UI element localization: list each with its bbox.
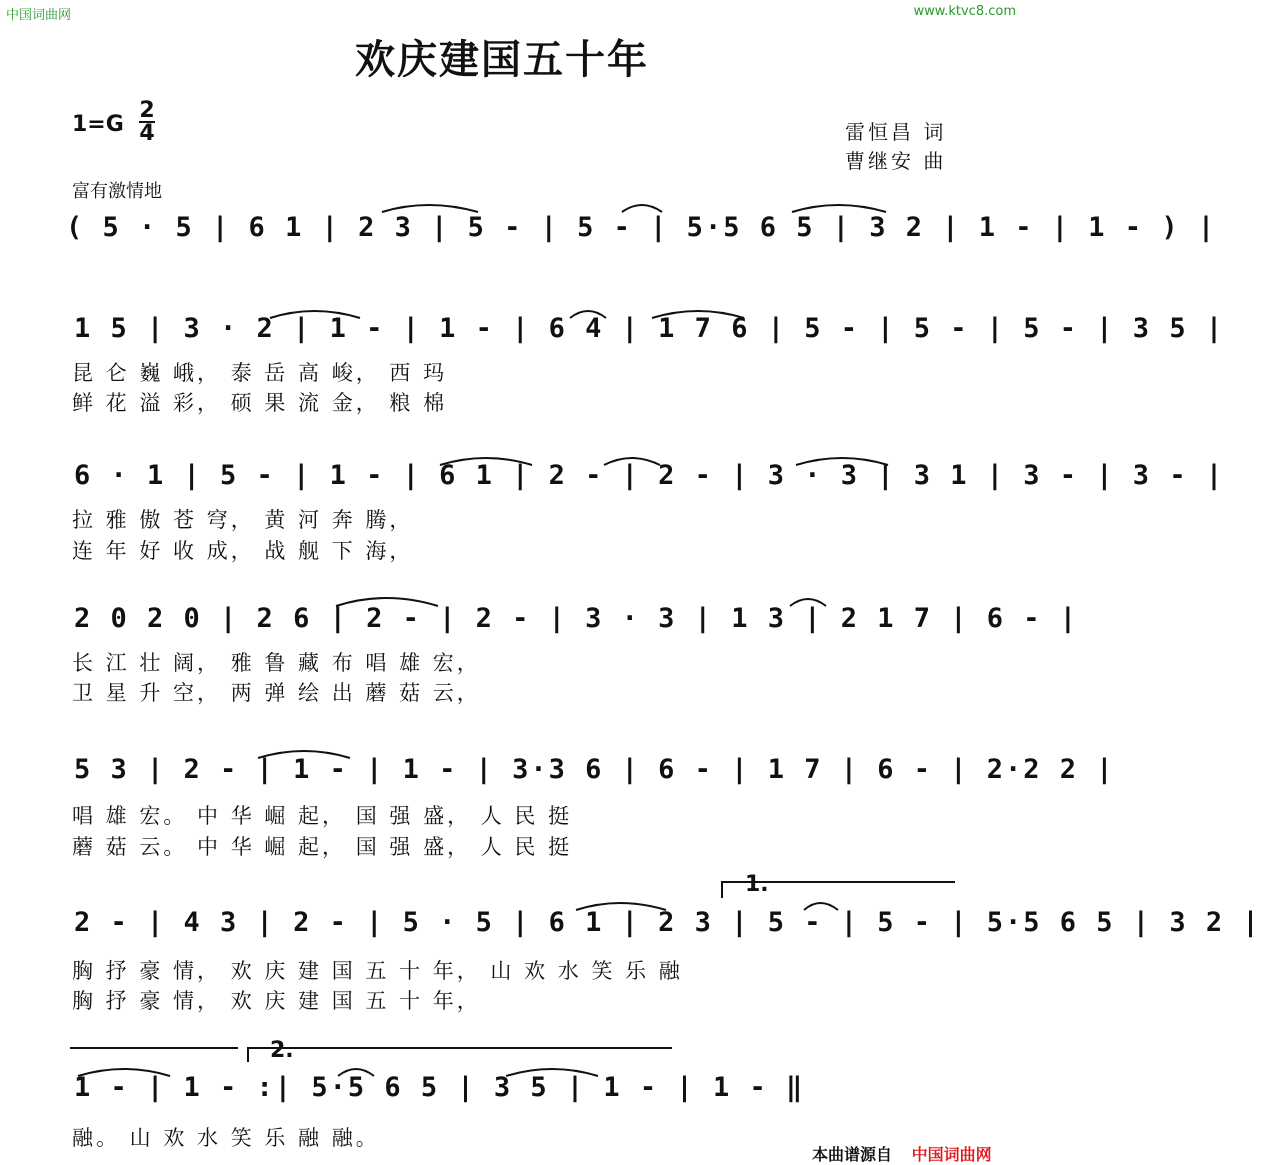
slur [804,903,838,910]
watermark-left: 中国词曲网 [6,8,72,23]
footer-source-link[interactable]: 中国词曲网 [911,1145,992,1164]
slur [382,205,478,212]
slur [576,903,666,910]
music-row-2: 6 · 1 | 5 - | 1 - | 6 1 | 2 - | 2 - | 3 · 3 | 3 1 | 3 - | 3 - | [74,460,1225,491]
volta-second: 2. [270,1038,294,1063]
music-row-4: 5 3 | 2 - | 1 - | 1 - | 3·3 6 | 6 - | 1 7 | 6 - | 2·2 2 | [74,754,1115,785]
composer-credit: 曹继安 曲 [845,149,947,173]
slur [796,458,888,465]
lyric-row-4-verse-2: 蘑 菇 云。 中 华 崛 起， 国 强 盛， 人 民 挺 [72,835,573,859]
lyric-row-5-verse-1: 胸 抒 豪 情， 欢 庆 建 国 五 十 年， 山 欢 水 笑 乐 融 [72,959,683,983]
slur [652,311,744,318]
music-row-intro: ( 5 · 5 | 6 1 | 2 3 | 5 - | 5 - | 5·5 6 5 | 3 2 | 1 - | 1 - ) | [66,212,1217,243]
lyric-row-5-verse-2: 胸 抒 豪 情， 欢 庆 建 国 五 十 年， [72,989,481,1013]
footer-source-label [812,1142,992,1165]
slur [336,598,438,606]
watermark-right: www.ktvc8.com [913,4,1016,19]
slur [790,599,826,606]
slur [440,458,532,465]
slur [604,458,660,465]
lyric-row-2-verse-1: 拉 雅 傲 苍 穹， 黄 河 奔 腾， [72,508,414,532]
footer-prefix: 本曲谱源自 [812,1145,893,1164]
music-row-5: 2 - | 4 3 | 2 - | 5 · 5 | 6 1 | 2 3 | 5 - | 5 - | 5·5 6 5 | 3 2 | [74,907,1261,938]
slur [78,1069,170,1076]
volta-second-bracket [248,1048,672,1062]
slur [570,311,606,318]
lyric-row-6-verse-1: 融。 山 欢 水 笑 乐 融 融。 [72,1126,380,1150]
slur [622,205,662,212]
lyric-row-4-verse-1: 唱 雄 宏。 中 华 崛 起， 国 强 盛， 人 民 挺 [72,804,573,828]
key-signature: 1=G [72,112,124,137]
music-row-3: 2 0 2 0 | 2 6 | 2 - | 2 - | 3 · 3 | 1 3 | 2 1 7 | 6 - | [74,603,1079,634]
time-signature-bottom: 4 [139,121,155,146]
time-signature-top: 2 [139,98,155,123]
slur [792,205,886,212]
slur [506,1069,598,1076]
volta-first: 1. [745,872,769,897]
music-row-6: 1 - | 1 - :| 5·5 6 5 | 3 5 | 1 - | 1 - ‖ [74,1072,805,1103]
lyricist-credit: 雷恒昌 词 [845,120,947,144]
lyric-row-1-verse-2: 鲜 花 溢 彩， 硕 果 流 金， 粮 棉 [72,391,448,415]
page-title: 欢庆建国五十年 [355,36,649,83]
slur [270,311,360,318]
lyric-row-3-verse-1: 长 江 壮 阔， 雅 鲁 藏 布 唱 雄 宏， [72,651,481,675]
lyric-row-2-verse-2: 连 年 好 收 成， 战 舰 下 海， [72,539,414,563]
tempo-marking: 富有激情地 [72,181,162,202]
lyric-row-1-verse-1: 昆 仑 巍 峨， 泰 岳 高 峻， 西 玛 [72,361,448,385]
lyric-row-3-verse-2: 卫 星 升 空， 两 弹 绘 出 蘑 菇 云， [72,681,481,705]
slur [338,1069,374,1076]
slur [258,751,350,758]
volta-first-bracket [722,882,955,898]
music-row-1: 1 5 | 3 · 2 | 1 - | 1 - | 6 4 | 1 7 6 | 5 - | 5 - | 5 - | 3 5 | [74,313,1225,344]
